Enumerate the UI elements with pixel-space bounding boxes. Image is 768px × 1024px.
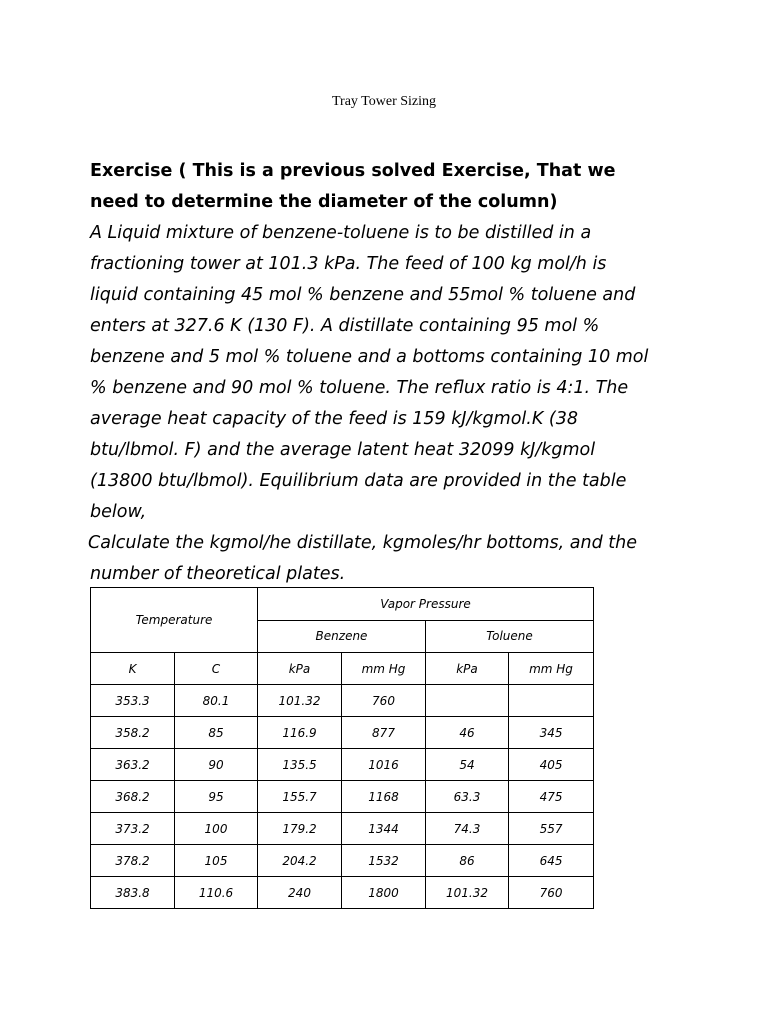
table-cell: 110.6 (175, 877, 258, 909)
vapor-pressure-header: Vapor Pressure (258, 588, 594, 621)
unit-cell: kPa (258, 653, 342, 685)
table-cell (509, 685, 594, 717)
table-cell: 475 (509, 781, 594, 813)
problem-line: liquid containing 45 mol % benzene and 55mol % toluene and (90, 285, 636, 305)
unit-cell: mm Hg (342, 653, 426, 685)
table-cell: 373.2 (91, 813, 175, 845)
table-cell: 86 (426, 845, 509, 877)
table-cell: 101.32 (426, 877, 509, 909)
table-cell: 46 (426, 717, 509, 749)
exercise-heading-line-2: need to determine the diameter of the column) (90, 192, 558, 212)
exercise-heading-line-1: Exercise ( This is a previous solved Exercise, That we (90, 161, 616, 181)
table-row (91, 717, 594, 749)
problem-line: below, (90, 502, 147, 522)
table-cell: 74.3 (426, 813, 509, 845)
table-cell: 1800 (342, 877, 426, 909)
benzene-header: Benzene (258, 620, 426, 653)
table-cell: 1168 (342, 781, 426, 813)
table-cell: 368.2 (91, 781, 175, 813)
problem-line: A Liquid mixture of benzene-toluene is to be distilled in a (90, 223, 592, 243)
table-cell: 363.2 (91, 749, 175, 781)
problem-line: % benzene and 90 mol % toluene. The reflux ratio is 4:1. The (90, 378, 629, 398)
table-cell: 204.2 (258, 845, 342, 877)
table-cell: 877 (342, 717, 426, 749)
table-cell (426, 685, 509, 717)
unit-cell: mm Hg (509, 653, 594, 685)
table-cell: 179.2 (258, 813, 342, 845)
table-cell: 1344 (342, 813, 426, 845)
table-row (91, 781, 594, 813)
problem-line: average heat capacity of the feed is 159 kJ/kgmol.K (38 (90, 409, 578, 429)
unit-cell: kPa (426, 653, 509, 685)
table-cell: 358.2 (91, 717, 175, 749)
table-cell: 383.8 (91, 877, 175, 909)
table-cell: 240 (258, 877, 342, 909)
table-row (91, 877, 594, 909)
table-row (91, 685, 594, 717)
page-title: Tray Tower Sizing (331, 94, 437, 109)
table-header-row (91, 588, 594, 621)
calculation-line-1: Calculate the kgmol/he distillate, kgmoles/hr bottoms, and the (88, 533, 637, 553)
table-cell: 645 (509, 845, 594, 877)
toluene-header: Toluene (426, 620, 594, 653)
problem-line: fractioning tower at 101.3 kPa. The feed of 100 kg mol/h is (90, 254, 607, 274)
unit-cell: C (175, 653, 258, 685)
problem-line: enters at 327.6 K (130 F). A distillate containing 95 mol % (90, 316, 600, 336)
problem-line: benzene and 5 mol % toluene and a bottoms containing 10 mol (90, 347, 649, 367)
table-cell: 1016 (342, 749, 426, 781)
table-cell: 345 (509, 717, 594, 749)
temperature-header: Temperature (91, 588, 258, 653)
problem-line: btu/lbmol. F) and the average latent heat 32099 kJ/kgmol (90, 440, 596, 460)
table-cell: 85 (175, 717, 258, 749)
calculation-line-2: number of theoretical plates. (90, 564, 346, 584)
table-cell: 95 (175, 781, 258, 813)
table-row (91, 845, 594, 877)
table-cell: 557 (509, 813, 594, 845)
table-cell: 101.32 (258, 685, 342, 717)
table-row (91, 813, 594, 845)
problem-statement (90, 218, 690, 590)
table-cell: 1532 (342, 845, 426, 877)
vapor-pressure-table (90, 587, 594, 909)
table-cell: 760 (509, 877, 594, 909)
table-cell: 760 (342, 685, 426, 717)
table-cell: 90 (175, 749, 258, 781)
units-row (91, 653, 594, 685)
table-cell: 405 (509, 749, 594, 781)
table-cell: 80.1 (175, 685, 258, 717)
exercise-text (90, 156, 690, 590)
table-cell: 54 (426, 749, 509, 781)
table-cell: 63.3 (426, 781, 509, 813)
table-cell: 105 (175, 845, 258, 877)
table-row (91, 749, 594, 781)
table-cell: 100 (175, 813, 258, 845)
table-cell: 155.7 (258, 781, 342, 813)
table-cell: 378.2 (91, 845, 175, 877)
unit-cell: K (91, 653, 175, 685)
table-cell: 353.3 (91, 685, 175, 717)
problem-line: (13800 btu/lbmol). Equilibrium data are provided in the table (90, 471, 627, 491)
table-cell: 135.5 (258, 749, 342, 781)
table-cell: 116.9 (258, 717, 342, 749)
